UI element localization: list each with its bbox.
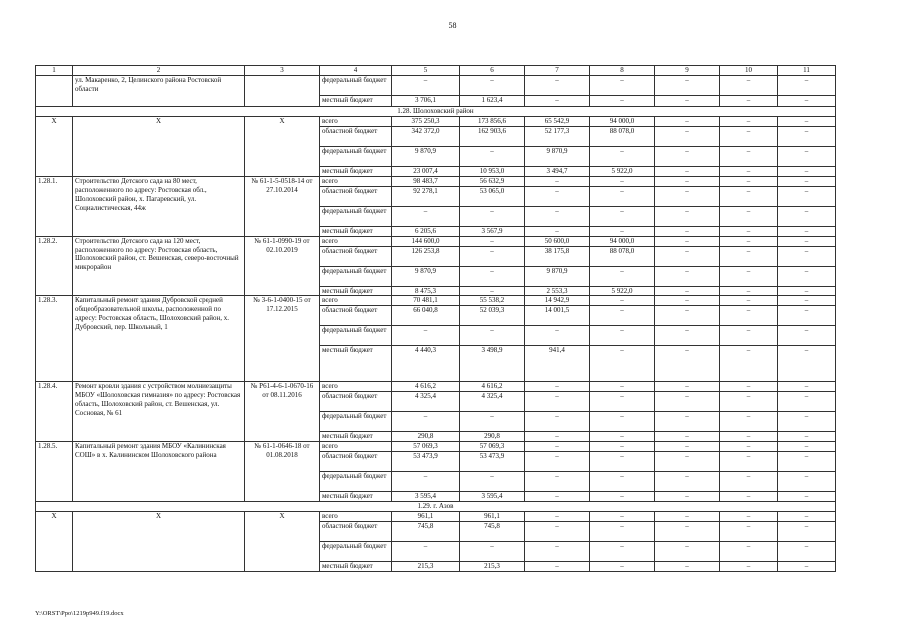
value-cell: – bbox=[720, 206, 778, 226]
value-cell: – bbox=[655, 206, 720, 226]
value-cell: 1 623,4 bbox=[460, 96, 525, 107]
value-cell: – bbox=[720, 561, 778, 571]
value-cell: – bbox=[460, 412, 525, 432]
value-cell: – bbox=[778, 246, 836, 266]
value-cell: – bbox=[655, 286, 720, 296]
object-name-cell: ул. Макаренко, 2, Целинского района Ростовской области bbox=[73, 76, 245, 107]
value-cell: – bbox=[655, 296, 720, 306]
column-header: 3 bbox=[245, 66, 320, 76]
column-header: 5 bbox=[392, 66, 460, 76]
value-cell: – bbox=[655, 236, 720, 246]
budget-type-cell: областной бюджет bbox=[320, 452, 392, 472]
value-cell: – bbox=[655, 521, 720, 541]
value-cell: – bbox=[590, 392, 655, 412]
budget-type-cell: всего bbox=[320, 296, 392, 306]
value-cell: 215,3 bbox=[392, 561, 460, 571]
value-cell: 9 870,9 bbox=[525, 266, 590, 286]
value-cell: 3 498,9 bbox=[460, 346, 525, 382]
value-cell: – bbox=[778, 166, 836, 176]
value-cell: – bbox=[590, 521, 655, 541]
header-row bbox=[36, 66, 836, 76]
value-cell: – bbox=[460, 472, 525, 492]
value-cell: – bbox=[720, 326, 778, 346]
value-cell: – bbox=[655, 472, 720, 492]
document-cell: № 61-1-0990-19 от 02.10.2019 bbox=[245, 236, 320, 296]
column-header: 6 bbox=[460, 66, 525, 76]
total-row bbox=[36, 117, 836, 127]
value-cell: – bbox=[525, 206, 590, 226]
total-row bbox=[36, 511, 836, 521]
value-cell: 8 475,3 bbox=[392, 286, 460, 296]
footer-file-path: Y:\ORST\Ppo\1219p949.f19.docx bbox=[35, 610, 124, 617]
value-cell: – bbox=[655, 76, 720, 96]
value-cell: – bbox=[392, 472, 460, 492]
section-title: 1.29. г. Азов bbox=[36, 501, 836, 511]
value-cell: – bbox=[720, 392, 778, 412]
value-cell: – bbox=[720, 226, 778, 236]
object-name-cell: Строительство Детского сада на 120 мест, расположенного по адресу: Ростовская область, Шолоховский район, ст. Вешенская, северо-восточный микрорайон bbox=[73, 236, 245, 296]
value-cell: – bbox=[720, 266, 778, 286]
value-cell: 745,8 bbox=[392, 521, 460, 541]
value-cell: – bbox=[655, 166, 720, 176]
table-row bbox=[36, 442, 836, 452]
budget-type-cell: местный бюджет bbox=[320, 96, 392, 107]
value-cell: – bbox=[590, 382, 655, 392]
value-cell: – bbox=[778, 432, 836, 442]
value-cell: – bbox=[525, 561, 590, 571]
column-header: 10 bbox=[720, 66, 778, 76]
column-header: 8 bbox=[590, 66, 655, 76]
value-cell: 9 870,9 bbox=[392, 266, 460, 286]
x-mark-cell: Х bbox=[73, 511, 245, 571]
value-cell: 14 001,5 bbox=[525, 306, 590, 326]
value-cell: – bbox=[778, 146, 836, 166]
value-cell: – bbox=[655, 452, 720, 472]
value-cell: – bbox=[590, 296, 655, 306]
value-cell: 53 065,0 bbox=[460, 186, 525, 206]
section-row bbox=[36, 107, 836, 117]
value-cell: – bbox=[655, 346, 720, 382]
value-cell: 52 177,3 bbox=[525, 126, 590, 146]
value-cell: – bbox=[590, 492, 655, 502]
budget-type-cell: местный бюджет bbox=[320, 286, 392, 296]
value-cell: – bbox=[590, 176, 655, 186]
value-cell: – bbox=[590, 541, 655, 561]
value-cell: 9 870,9 bbox=[525, 146, 590, 166]
value-cell: – bbox=[655, 442, 720, 452]
value-cell: – bbox=[778, 452, 836, 472]
funding-table bbox=[35, 65, 836, 572]
value-cell: – bbox=[525, 96, 590, 107]
value-cell: – bbox=[590, 226, 655, 236]
table-row bbox=[36, 76, 836, 96]
value-cell: – bbox=[778, 326, 836, 346]
value-cell: – bbox=[778, 511, 836, 521]
x-mark-cell: Х bbox=[245, 117, 320, 177]
value-cell: – bbox=[525, 442, 590, 452]
value-cell: 50 600,0 bbox=[525, 236, 590, 246]
budget-type-cell: местный бюджет bbox=[320, 561, 392, 571]
value-cell: – bbox=[525, 492, 590, 502]
x-mark-cell: Х bbox=[36, 511, 73, 571]
column-header: 7 bbox=[525, 66, 590, 76]
value-cell: – bbox=[460, 76, 525, 96]
budget-type-cell: местный бюджет bbox=[320, 166, 392, 176]
value-cell: – bbox=[778, 492, 836, 502]
value-cell: – bbox=[778, 117, 836, 127]
value-cell: 53 473,9 bbox=[392, 452, 460, 472]
value-cell: – bbox=[655, 326, 720, 346]
value-cell: 4 616,2 bbox=[460, 382, 525, 392]
value-cell: – bbox=[655, 96, 720, 107]
value-cell: – bbox=[655, 492, 720, 502]
column-header: 9 bbox=[655, 66, 720, 76]
value-cell: – bbox=[778, 541, 836, 561]
budget-type-cell: всего bbox=[320, 236, 392, 246]
value-cell: 65 542,9 bbox=[525, 117, 590, 127]
budget-type-cell: федеральный бюджет bbox=[320, 472, 392, 492]
value-cell: – bbox=[525, 326, 590, 346]
value-cell: – bbox=[655, 511, 720, 521]
value-cell: – bbox=[720, 236, 778, 246]
value-cell: – bbox=[525, 521, 590, 541]
value-cell: – bbox=[778, 472, 836, 492]
value-cell: – bbox=[655, 541, 720, 561]
budget-type-cell: всего bbox=[320, 382, 392, 392]
budget-type-cell: местный бюджет bbox=[320, 432, 392, 442]
value-cell: – bbox=[590, 266, 655, 286]
value-cell: 57 069,3 bbox=[392, 442, 460, 452]
item-number-cell: 1.28.1. bbox=[36, 176, 73, 236]
value-cell: – bbox=[778, 346, 836, 382]
value-cell: 4 325,4 bbox=[392, 392, 460, 412]
value-cell: – bbox=[778, 286, 836, 296]
value-cell: – bbox=[720, 541, 778, 561]
value-cell: 92 278,1 bbox=[392, 186, 460, 206]
value-cell: 162 903,6 bbox=[460, 126, 525, 146]
budget-type-cell: местный бюджет bbox=[320, 492, 392, 502]
item-number-cell: 1.28.2. bbox=[36, 236, 73, 296]
value-cell: 4 440,3 bbox=[392, 346, 460, 382]
section-title: 1.28. Шолоховский район bbox=[36, 107, 836, 117]
value-cell: 4 325,4 bbox=[460, 392, 525, 412]
value-cell: – bbox=[655, 306, 720, 326]
value-cell: 3 595,4 bbox=[460, 492, 525, 502]
value-cell: – bbox=[720, 346, 778, 382]
value-cell: 3 567,9 bbox=[460, 226, 525, 236]
value-cell: – bbox=[392, 412, 460, 432]
value-cell: – bbox=[720, 186, 778, 206]
value-cell: – bbox=[720, 166, 778, 176]
value-cell: – bbox=[525, 226, 590, 236]
budget-type-cell: всего bbox=[320, 117, 392, 127]
value-cell: 94 000,0 bbox=[590, 117, 655, 127]
value-cell: 745,8 bbox=[460, 521, 525, 541]
value-cell: 3 494,7 bbox=[525, 166, 590, 176]
value-cell: – bbox=[525, 392, 590, 412]
value-cell: – bbox=[720, 382, 778, 392]
value-cell: 144 600,0 bbox=[392, 236, 460, 246]
value-cell: – bbox=[590, 561, 655, 571]
value-cell: – bbox=[720, 521, 778, 541]
value-cell: – bbox=[655, 266, 720, 286]
value-cell: – bbox=[778, 412, 836, 432]
value-cell: 14 942,9 bbox=[525, 296, 590, 306]
budget-type-cell: областной бюджет bbox=[320, 306, 392, 326]
value-cell: – bbox=[590, 452, 655, 472]
value-cell: – bbox=[525, 511, 590, 521]
budget-type-cell: федеральный бюджет bbox=[320, 412, 392, 432]
value-cell: 94 000,0 bbox=[590, 236, 655, 246]
value-cell: – bbox=[590, 472, 655, 492]
value-cell: – bbox=[778, 76, 836, 96]
value-cell: – bbox=[720, 472, 778, 492]
value-cell: – bbox=[655, 382, 720, 392]
value-cell: – bbox=[778, 266, 836, 286]
budget-type-cell: всего bbox=[320, 511, 392, 521]
budget-type-cell: федеральный бюджет bbox=[320, 266, 392, 286]
value-cell: – bbox=[655, 126, 720, 146]
value-cell: 53 473,9 bbox=[460, 452, 525, 472]
budget-type-cell: областной бюджет bbox=[320, 392, 392, 412]
value-cell: 961,1 bbox=[392, 511, 460, 521]
budget-type-cell: областной бюджет bbox=[320, 126, 392, 146]
value-cell: 6 205,6 bbox=[392, 226, 460, 236]
value-cell: 5 922,0 bbox=[590, 166, 655, 176]
value-cell: – bbox=[525, 186, 590, 206]
budget-type-cell: федеральный бюджет bbox=[320, 76, 392, 96]
table-body bbox=[36, 66, 836, 572]
budget-type-cell: областной бюджет bbox=[320, 246, 392, 266]
value-cell: – bbox=[590, 442, 655, 452]
object-name-cell: Капитальный ремонт здания Дубровской средней общеобразовательной школы, расположенной по адресу: Ростовская область, Шолоховский район, х. Дубровский, пер. Школьный, 1 bbox=[73, 296, 245, 382]
value-cell: 70 481,1 bbox=[392, 296, 460, 306]
value-cell: 961,1 bbox=[460, 511, 525, 521]
document-cell: № 61-1-5-0518-14 от 27.10.2014 bbox=[245, 176, 320, 236]
x-mark-cell: Х bbox=[73, 117, 245, 177]
value-cell: – bbox=[778, 521, 836, 541]
object-name-cell: Ремонт кровли здания с устройством молниезащиты МБОУ «Шолоховская гимназия» по адресу: Ростовская область, Шолоховский район, ст. Вешенская, ул. Сосновая, № 61 bbox=[73, 382, 245, 442]
column-header: 2 bbox=[73, 66, 245, 76]
budget-type-cell: местный бюджет bbox=[320, 346, 392, 382]
value-cell: – bbox=[655, 176, 720, 186]
value-cell: 9 870,9 bbox=[392, 146, 460, 166]
value-cell: 88 078,0 bbox=[590, 246, 655, 266]
value-cell: – bbox=[655, 392, 720, 412]
value-cell: – bbox=[590, 186, 655, 206]
value-cell: – bbox=[778, 126, 836, 146]
column-header: 1 bbox=[36, 66, 73, 76]
value-cell: 52 039,3 bbox=[460, 306, 525, 326]
item-number-cell bbox=[36, 76, 73, 107]
value-cell: – bbox=[720, 126, 778, 146]
value-cell: – bbox=[778, 442, 836, 452]
value-cell: – bbox=[720, 442, 778, 452]
value-cell: – bbox=[590, 306, 655, 326]
table-row bbox=[36, 296, 836, 306]
value-cell: – bbox=[720, 412, 778, 432]
value-cell: – bbox=[525, 541, 590, 561]
column-header: 11 bbox=[778, 66, 836, 76]
value-cell: – bbox=[778, 96, 836, 107]
value-cell: – bbox=[655, 146, 720, 166]
value-cell: – bbox=[655, 226, 720, 236]
value-cell: – bbox=[720, 176, 778, 186]
value-cell: 57 069,3 bbox=[460, 442, 525, 452]
value-cell: – bbox=[655, 246, 720, 266]
budget-type-cell: местный бюджет bbox=[320, 226, 392, 236]
value-cell: 290,8 bbox=[460, 432, 525, 442]
value-cell: – bbox=[525, 412, 590, 432]
value-cell: – bbox=[778, 392, 836, 412]
item-number-cell: 1.28.3. bbox=[36, 296, 73, 382]
value-cell: – bbox=[655, 561, 720, 571]
document-cell bbox=[245, 76, 320, 107]
value-cell: – bbox=[720, 432, 778, 442]
value-cell: – bbox=[590, 76, 655, 96]
value-cell: 23 007,4 bbox=[392, 166, 460, 176]
value-cell: – bbox=[460, 236, 525, 246]
value-cell: – bbox=[525, 382, 590, 392]
value-cell: 3 706,1 bbox=[392, 96, 460, 107]
value-cell: – bbox=[778, 226, 836, 236]
object-name-cell: Капитальный ремонт здания МБОУ «Калининская СОШ» в х. Калининском Шолоховского района bbox=[73, 442, 245, 502]
value-cell: – bbox=[720, 76, 778, 96]
value-cell: 4 616,2 bbox=[392, 382, 460, 392]
value-cell: 56 632,9 bbox=[460, 176, 525, 186]
budget-type-cell: федеральный бюджет bbox=[320, 146, 392, 166]
value-cell: – bbox=[460, 326, 525, 346]
x-mark-cell: Х bbox=[36, 117, 73, 177]
table-row bbox=[36, 176, 836, 186]
value-cell: – bbox=[655, 432, 720, 442]
value-cell: – bbox=[720, 452, 778, 472]
value-cell: – bbox=[525, 432, 590, 442]
value-cell: – bbox=[460, 541, 525, 561]
budget-type-cell: федеральный бюджет bbox=[320, 541, 392, 561]
value-cell: – bbox=[525, 472, 590, 492]
table-row bbox=[36, 236, 836, 246]
value-cell: – bbox=[778, 296, 836, 306]
table-row bbox=[36, 382, 836, 392]
value-cell: 2 553,3 bbox=[525, 286, 590, 296]
value-cell: – bbox=[392, 326, 460, 346]
value-cell: 342 372,0 bbox=[392, 126, 460, 146]
value-cell: 10 953,0 bbox=[460, 166, 525, 176]
value-cell: 5 922,0 bbox=[590, 286, 655, 296]
value-cell: – bbox=[720, 286, 778, 296]
value-cell: – bbox=[655, 186, 720, 206]
value-cell: – bbox=[590, 432, 655, 442]
value-cell: – bbox=[778, 186, 836, 206]
value-cell: – bbox=[655, 412, 720, 432]
value-cell: – bbox=[720, 96, 778, 107]
value-cell: 66 040,8 bbox=[392, 306, 460, 326]
value-cell: 215,3 bbox=[460, 561, 525, 571]
document-cell: № 61-1-0646-18 от 01.08.2018 bbox=[245, 442, 320, 502]
value-cell: 3 595,4 bbox=[392, 492, 460, 502]
item-number-cell: 1.28.5. bbox=[36, 442, 73, 502]
value-cell: – bbox=[525, 76, 590, 96]
value-cell: 173 856,6 bbox=[460, 117, 525, 127]
value-cell: 38 175,8 bbox=[525, 246, 590, 266]
value-cell: 290,8 bbox=[392, 432, 460, 442]
value-cell: – bbox=[590, 146, 655, 166]
value-cell: 941,4 bbox=[525, 346, 590, 382]
page-number: 58 bbox=[448, 21, 457, 30]
budget-type-cell: федеральный бюджет bbox=[320, 326, 392, 346]
budget-type-cell: всего bbox=[320, 176, 392, 186]
value-cell: – bbox=[778, 176, 836, 186]
value-cell: – bbox=[778, 306, 836, 326]
x-mark-cell: Х bbox=[245, 511, 320, 571]
value-cell: – bbox=[525, 452, 590, 472]
value-cell: – bbox=[720, 246, 778, 266]
value-cell: – bbox=[460, 246, 525, 266]
value-cell: 98 483,7 bbox=[392, 176, 460, 186]
value-cell: – bbox=[778, 236, 836, 246]
object-name-cell: Строительство Детского сада на 80 мест, расположенного по адресу: Ростовская обл., Шолоховский район, х. Пагаревский, ул. Социалистическая, 44ж bbox=[73, 176, 245, 236]
value-cell: – bbox=[392, 76, 460, 96]
value-cell: – bbox=[460, 146, 525, 166]
value-cell: – bbox=[590, 412, 655, 432]
value-cell: – bbox=[392, 541, 460, 561]
column-header: 4 bbox=[320, 66, 392, 76]
item-number-cell: 1.28.4. bbox=[36, 382, 73, 442]
value-cell: – bbox=[720, 511, 778, 521]
value-cell: 88 078,0 bbox=[590, 126, 655, 146]
value-cell: – bbox=[778, 206, 836, 226]
budget-type-cell: всего bbox=[320, 442, 392, 452]
value-cell: – bbox=[590, 511, 655, 521]
budget-type-cell: областной бюджет bbox=[320, 186, 392, 206]
value-cell: – bbox=[720, 146, 778, 166]
document-cell: № 3-6-1-0400-15 от 17.12.2015 bbox=[245, 296, 320, 382]
budget-type-cell: федеральный бюджет bbox=[320, 206, 392, 226]
value-cell: – bbox=[525, 176, 590, 186]
value-cell: – bbox=[590, 326, 655, 346]
value-cell: – bbox=[460, 206, 525, 226]
value-cell: – bbox=[720, 296, 778, 306]
value-cell: 375 250,3 bbox=[392, 117, 460, 127]
value-cell: – bbox=[590, 96, 655, 107]
value-cell: – bbox=[720, 492, 778, 502]
value-cell: 55 538,2 bbox=[460, 296, 525, 306]
value-cell: – bbox=[655, 117, 720, 127]
value-cell: – bbox=[392, 206, 460, 226]
value-cell: – bbox=[590, 346, 655, 382]
value-cell: – bbox=[720, 117, 778, 127]
value-cell: 126 253,8 bbox=[392, 246, 460, 266]
value-cell: – bbox=[460, 266, 525, 286]
budget-type-cell: областной бюджет bbox=[320, 521, 392, 541]
value-cell: – bbox=[460, 286, 525, 296]
value-cell: – bbox=[590, 206, 655, 226]
value-cell: – bbox=[778, 382, 836, 392]
value-cell: – bbox=[720, 306, 778, 326]
section-row bbox=[36, 501, 836, 511]
value-cell: – bbox=[778, 561, 836, 571]
document-cell: № Р61-4-6-1-0670-16 от 08.11.2016 bbox=[245, 382, 320, 442]
